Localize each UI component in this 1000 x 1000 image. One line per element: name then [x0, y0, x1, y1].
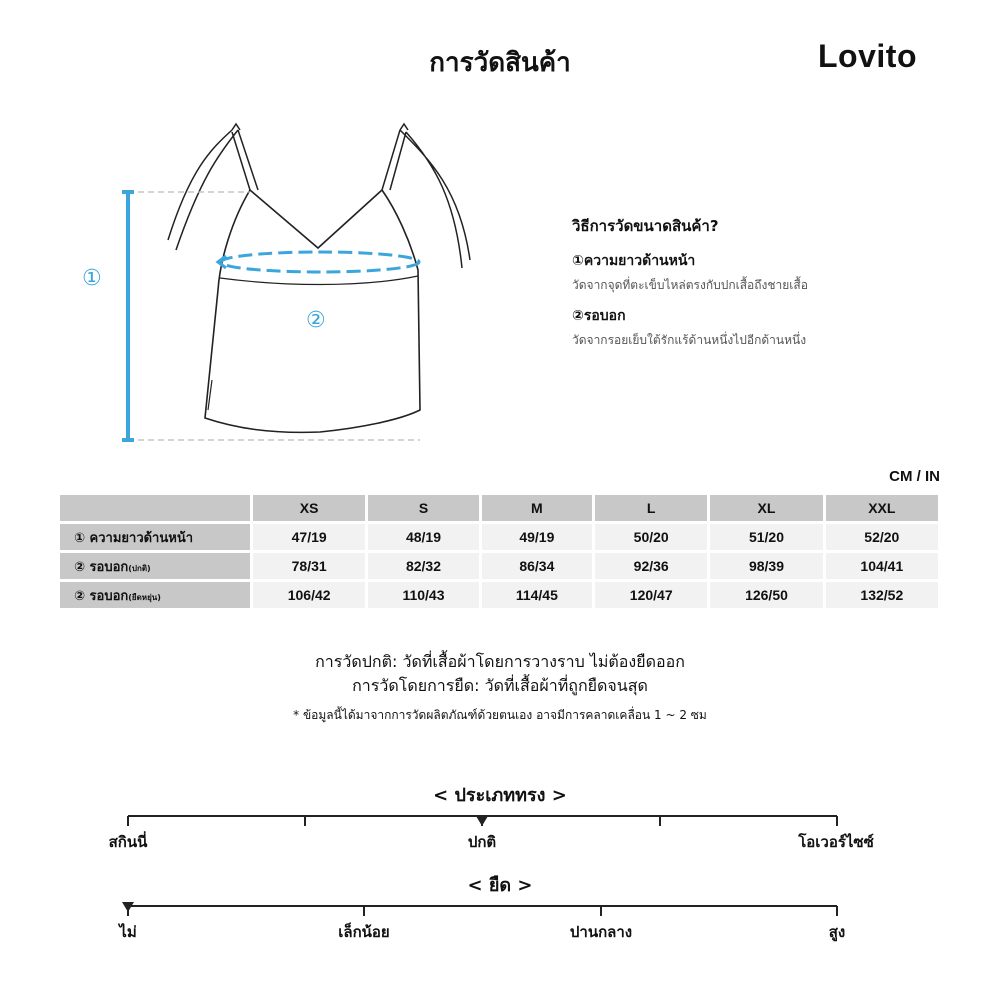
note-disclaimer: * ข้อมูลนี้ได้มาจากการวัดผลิตภัณฑ์ด้วยตนเอง อาจมีการคลาดเคลื่อน 1 ~ 2 ซม [293, 708, 707, 722]
table-cell: 106/42 [253, 582, 365, 608]
size-s: S [368, 495, 478, 521]
fit-label-regular: ปกติ [467, 833, 497, 851]
stretch-label-none: ไม่ [119, 923, 137, 941]
table-cell: 120/47 [595, 582, 707, 608]
table-cell: 48/19 [368, 524, 478, 550]
size-xs: XS [253, 495, 365, 521]
table-row [60, 582, 938, 608]
table-cell: 78/31 [253, 553, 365, 579]
table-row [60, 553, 938, 579]
front-length-title: ①ความยาวด้านหน้า [572, 253, 696, 269]
table-cell: 114/45 [482, 582, 592, 608]
size-xl: XL [710, 495, 822, 521]
row-label-front-length: ① ความยาวด้านหน้า [60, 524, 250, 550]
size-xxl: XXL [826, 495, 938, 521]
brand-logo: Lovito [818, 38, 917, 74]
bust-title: ②รอบอก [572, 308, 626, 324]
page-title: การวัดสินค้า [429, 48, 571, 78]
table-cell: 86/34 [482, 553, 592, 579]
front-length-desc: วัดจากจุดที่ตะเข็บไหล่ตรงกับปกเสื้อถึงชายเสื้อ [572, 278, 808, 292]
table-cell: 98/39 [710, 553, 822, 579]
row-label-bust-normal [60, 553, 250, 579]
row-label-qualifier: (ปกติ) [128, 563, 151, 573]
table-cell: 132/52 [826, 582, 938, 608]
unit-label: CM / IN [889, 468, 940, 485]
stretch-heading: < ยืด > [467, 875, 533, 896]
table-cell: 126/50 [710, 582, 822, 608]
note-stretch-measure: การวัดโดยการยืด: วัดที่เสื้อผ้าที่ถูกยืดจนสุด [352, 676, 648, 695]
table-cell: 51/20 [710, 524, 822, 550]
bust-desc: วัดจากรอยเย็บใต้รักแร้ด้านหนึ่งไปอีกด้านหนึ่ง [572, 333, 807, 347]
note-normal-measure: การวัดปกติ: วัดที่เสื้อผ้าโดยการวางราบ ไม่ต้องยืดออก [315, 652, 685, 671]
fit-heading: < ประเภททรง > [433, 785, 567, 806]
header-corner [60, 495, 250, 521]
measure-marker-2: ② [306, 308, 326, 333]
table-cell: 50/20 [595, 524, 707, 550]
garment-diagram [60, 110, 480, 454]
row-label-text: ② รอบอก [74, 559, 129, 575]
size-m: M [482, 495, 592, 521]
fit-indicator [476, 816, 488, 826]
how-to-measure [572, 214, 912, 350]
table-row [60, 524, 938, 550]
table-cell: 52/20 [826, 524, 938, 550]
table-cell: 49/19 [482, 524, 592, 550]
table-cell: 104/41 [826, 553, 938, 579]
size-table [57, 492, 941, 611]
table-cell: 47/19 [253, 524, 365, 550]
measure-marker-1: ① [82, 266, 102, 291]
stretch-label-slight: เล็กน้อย [338, 923, 390, 941]
table-cell: 92/36 [595, 553, 707, 579]
fit-label-skinny: สกินนี่ [108, 833, 148, 851]
size-header-row [60, 495, 938, 521]
size-l: L [595, 495, 707, 521]
row-label-text: ② รอบอก [74, 588, 129, 604]
how-to-heading: วิธีการวัดขนาดสินค้า? [572, 217, 719, 235]
fit-label-oversize: โอเวอร์ไซซ์ [798, 833, 874, 851]
table-cell: 110/43 [368, 582, 478, 608]
row-label-bust-stretch [60, 582, 250, 608]
stretch-label-high: สูง [828, 923, 846, 941]
table-cell: 82/32 [368, 553, 478, 579]
row-label-qualifier: (ยืดหยุ่น) [128, 592, 161, 602]
stretch-label-medium: ปานกลาง [569, 923, 633, 941]
camisole-illustration [60, 110, 480, 450]
